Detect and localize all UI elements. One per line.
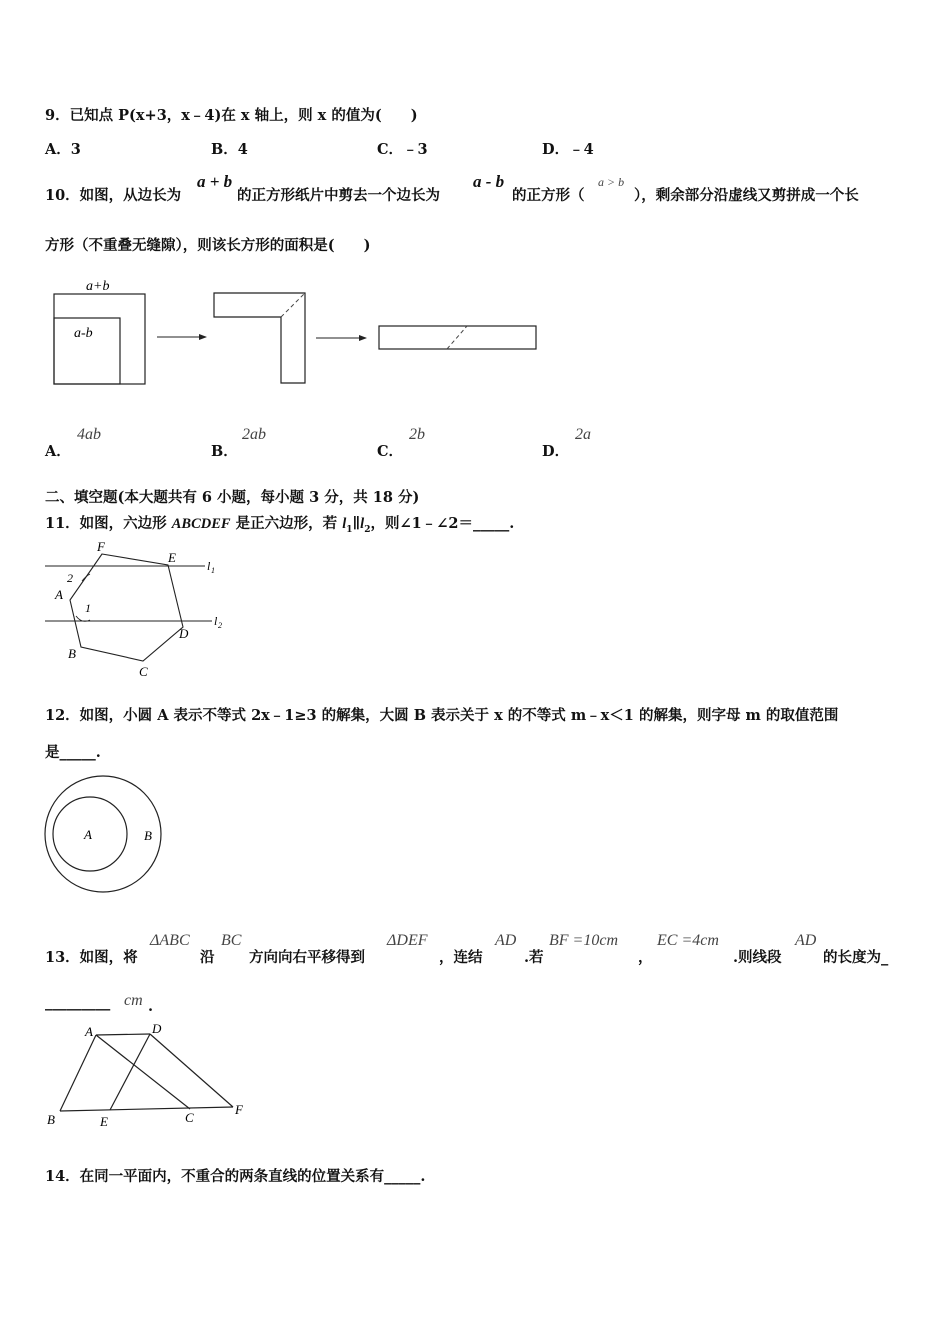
- q13-part3: 方向向右平移得到: [249, 949, 365, 966]
- q10-label-a-plus-b: a+b: [86, 279, 110, 294]
- q13-part5: .若: [524, 949, 544, 966]
- q9-option-a: A．3: [45, 141, 81, 158]
- q13-label-a: A: [85, 1024, 93, 1039]
- q12-stem: 12．如图，小圆 A 表示不等式 2x﹣1≥3 的解集，大圆 B 表示关于 x 的不等式 m﹣x＜1 的解集，则字母 m 的取值范围: [45, 707, 839, 724]
- q10-stem-part4: ），剩余部分沿虚线又剪拼成一个长: [634, 187, 859, 204]
- q11-l1: l: [342, 516, 347, 532]
- q13-triangle-abc: ΔABC: [150, 932, 190, 949]
- q11-label-line-l1: l: [207, 559, 211, 573]
- q11-l2: l: [360, 516, 365, 532]
- q10-option-b-letter: B．: [211, 443, 238, 460]
- q10-condition: a > b: [598, 175, 625, 189]
- q9-option-b: B．4: [211, 141, 248, 158]
- q13-answer-blank: _________: [45, 994, 111, 1011]
- q13-part1: 13．如图，将: [45, 949, 138, 966]
- q13-part6: ，: [638, 949, 653, 966]
- q9-option-c: C．﹣3: [377, 141, 428, 158]
- q13-label-d: D: [152, 1021, 162, 1036]
- q12-label-a: A: [84, 827, 92, 842]
- q13-label-c: C: [185, 1110, 194, 1125]
- q11-label-b: B: [68, 646, 76, 661]
- q10-option-a-letter: A．: [45, 443, 71, 460]
- q10-expr-a-minus-b: a - b: [473, 172, 505, 191]
- q11-parallel: ∥: [352, 515, 361, 532]
- q11-l1-sub: 1: [346, 524, 353, 535]
- q13-bf-value: BF =10cm: [549, 932, 618, 949]
- q14-stem: 14．在同一平面内，不重合的两条直线的位置关系有_____.: [45, 1168, 426, 1185]
- q11-stem-b: 是正六边形，若: [230, 515, 343, 532]
- q10-label-a-minus-b: a-b: [74, 326, 93, 341]
- q13-part2: 沿: [200, 949, 215, 966]
- q11-label-angle-2: 2: [67, 571, 73, 585]
- q11-stem-a: 11．如图，六边形: [45, 515, 172, 532]
- q13-side-de: [110, 1034, 150, 1110]
- q10-option-d-value: 2a: [575, 426, 591, 443]
- q10-stem-line2: 方形（不重叠无缝隙），则该长方形的面积是( ): [45, 237, 371, 254]
- q13-segment-ad: AD: [495, 932, 517, 949]
- q13-triangle-def: ΔDEF: [387, 932, 428, 949]
- q13-side-df: [150, 1034, 233, 1107]
- q13-part8: 的长度为_: [823, 949, 889, 966]
- q11-l2-sub: 2: [364, 524, 371, 535]
- q13-label-e: E: [100, 1114, 108, 1129]
- q11-label-line-l1-sub: 1: [211, 566, 215, 575]
- q9-stem: 9．已知点 P(x+3，x﹣4)在 x 轴上，则 x 的值为( ): [45, 107, 418, 124]
- q10-stem-part1: 10．如图，从边长为: [45, 187, 182, 204]
- q11-label-line-l2: l: [214, 614, 218, 628]
- q13-part7: .则线段: [733, 949, 782, 966]
- q10-stem-part2: 的正方形纸片中剪去一个边长为: [237, 187, 440, 204]
- q12-stem-line2: 是_____.: [45, 744, 101, 761]
- q9-option-d: D．﹣4: [542, 141, 594, 158]
- q11-blank: _____.: [472, 515, 515, 532]
- q13-label-b: B: [47, 1112, 55, 1127]
- q13-end-dot: .: [148, 998, 154, 1015]
- q10-stem-part3: 的正方形（: [512, 187, 585, 204]
- section-2-heading: 二、填空题(本大题共有 6 小题，每小题 3 分，共 18 分): [45, 489, 420, 506]
- q11-label-d: D: [179, 626, 189, 641]
- q10-expr-a-plus-b: a + b: [197, 172, 233, 191]
- q13-unit-cm: cm: [124, 992, 143, 1009]
- q13-top-ad: [96, 1034, 150, 1035]
- q10-option-c-letter: C．: [377, 443, 404, 460]
- q13-segment-bc: BC: [221, 932, 242, 949]
- q11-stem-c: ，则∠1﹣∠2＝: [370, 515, 473, 532]
- q13-base-line: [60, 1107, 233, 1111]
- q13-label-f: F: [235, 1102, 243, 1117]
- q11-label-angle-1: 1: [85, 601, 91, 615]
- q10-option-a-value: 4ab: [77, 426, 101, 443]
- q10-option-d-letter: D．: [542, 443, 570, 460]
- q11-label-f: F: [97, 539, 105, 554]
- q11-label-c: C: [139, 664, 148, 679]
- q11-hexagon-name: ABCDEF: [171, 516, 231, 532]
- q12-label-b: B: [144, 828, 152, 843]
- q11-label-e: E: [168, 550, 176, 565]
- q10-option-c-value: 2b: [409, 426, 425, 443]
- q13-segment-ad-2: AD: [795, 932, 817, 949]
- q11-label-a: A: [55, 587, 63, 602]
- q13-part4: ，连结: [439, 949, 483, 966]
- q10-option-b-value: 2ab: [242, 426, 266, 443]
- q13-ec-value: EC =4cm: [657, 932, 719, 949]
- q11-label-line-l2-sub: 2: [218, 621, 222, 630]
- q13-side-ab: [60, 1035, 96, 1111]
